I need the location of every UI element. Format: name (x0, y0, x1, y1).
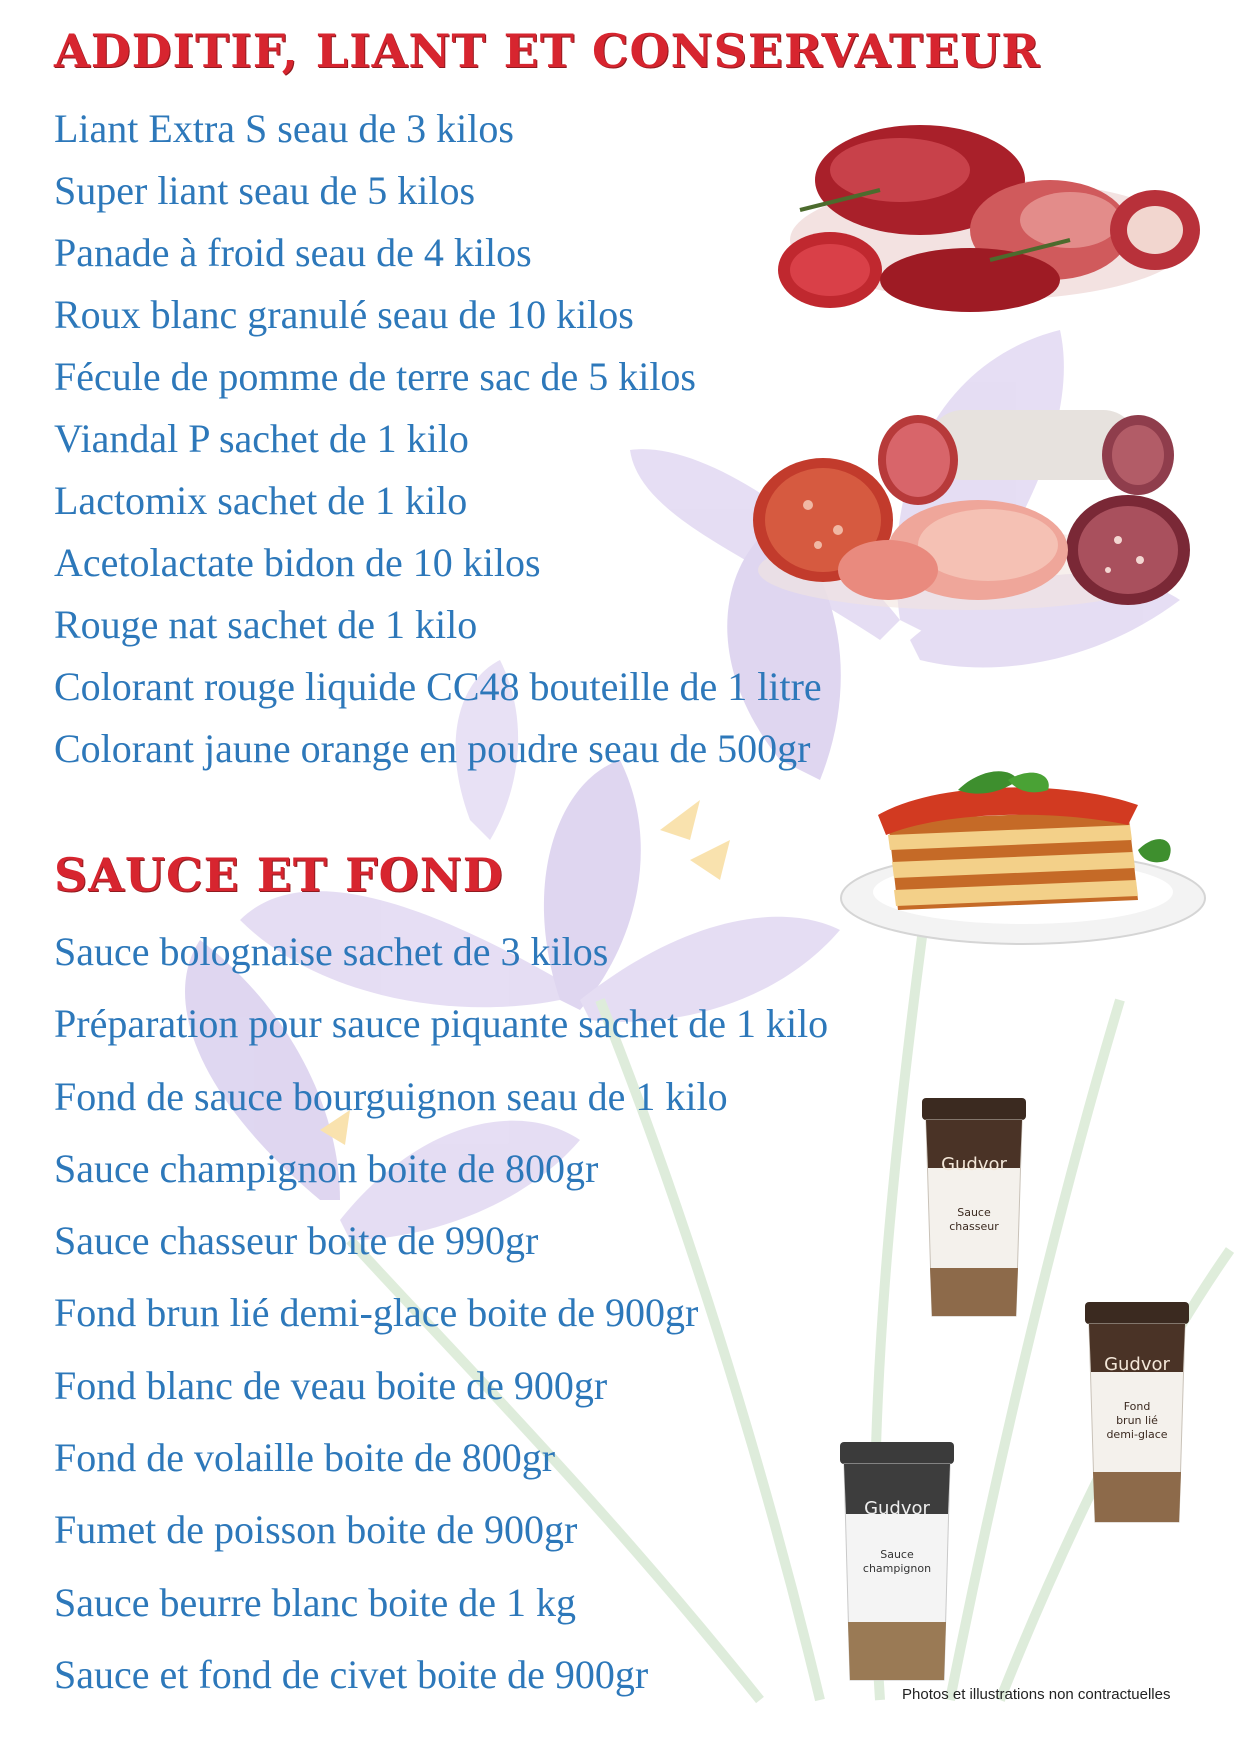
list-item: Roux blanc granulé seau de 10 kilos (54, 292, 634, 337)
section-title-additives: ADDITIF, LIANT ET CONSERVATEUR (54, 24, 1041, 78)
list-item: Sauce beurre blanc boite de 1 kg (54, 1579, 577, 1625)
tub-brand: Gudvor (1104, 1354, 1170, 1375)
tub-brand: Gudvor (864, 1498, 930, 1519)
list-item: Fond de volaille boite de 800gr (54, 1435, 556, 1481)
tub-shape (1083, 1302, 1191, 1524)
tub-brand: Gudvor (941, 1154, 1007, 1175)
lasagna-photo (838, 750, 1208, 950)
list-item: Fécule de pomme de terre sac de 5 kilos (54, 354, 696, 399)
additives-list (54, 98, 822, 780)
footer-disclaimer: Photos et illustrations non contractuelles (902, 1686, 1171, 1703)
list-item: Colorant jaune orange en poudre seau de 500gr (54, 726, 811, 771)
list-item: Fond brun lié demi-glace boite de 900gr (54, 1290, 699, 1336)
list-item: Viandal P sachet de 1 kilo (54, 416, 469, 461)
list-item: Fond de sauce bourguignon seau de 1 kilo (54, 1073, 728, 1119)
list-item: Liant Extra S seau de 3 kilos (54, 106, 514, 151)
list-item: Acetolactate bidon de 10 kilos (54, 540, 541, 585)
list-item: Rouge nat sachet de 1 kilo (54, 602, 478, 647)
tub-label: chasseur (949, 1220, 999, 1233)
list-item: Préparation pour sauce piquante sachet de 1 kilo (54, 1001, 829, 1047)
tub-label: brun lié (1116, 1414, 1158, 1427)
tub-photo (1083, 1302, 1191, 1524)
tub-photo (838, 1442, 956, 1682)
list-item: Lactomix sachet de 1 kilo (54, 478, 468, 523)
tub-label: Fond (1123, 1400, 1151, 1413)
list-item: Fond blanc de veau boite de 900gr (54, 1362, 608, 1408)
list-item: Fumet de poisson boite de 900gr (54, 1507, 578, 1553)
tub-label: Sauce (957, 1206, 991, 1219)
list-item: Sauce et fond de civet boite de 900gr (54, 1651, 649, 1697)
list-item: Sauce bolognaise sachet de 3 kilos (54, 929, 609, 974)
list-item: Sauce champignon boite de 800gr (54, 1145, 599, 1191)
tub-label: champignon (862, 1562, 932, 1575)
meat-photo (770, 120, 1210, 320)
section-title-sauces: SAUCE ET FOND (54, 848, 504, 902)
tub-label: Sauce (880, 1548, 914, 1561)
list-item: Super liant seau de 5 kilos (54, 168, 476, 213)
tub-label: demi-glace (1106, 1428, 1168, 1441)
list-item: Panade à froid seau de 4 kilos (54, 230, 532, 275)
list-item: Sauce chasseur boite de 990gr (54, 1218, 539, 1264)
tub-photo (920, 1098, 1028, 1318)
list-item: Colorant rouge liquide CC48 bouteille de 1 litre (54, 664, 822, 709)
sauces-list (54, 916, 828, 1711)
